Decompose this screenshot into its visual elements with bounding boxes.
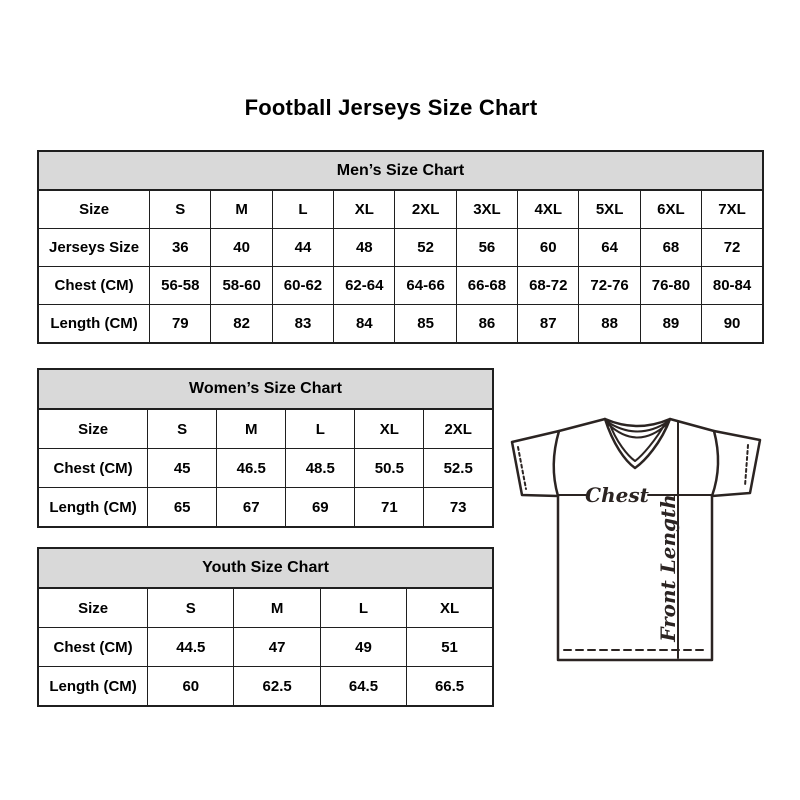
value-cell: 68 — [640, 229, 701, 267]
table-row — [38, 409, 493, 449]
table-title: Women’s Size Chart — [38, 369, 493, 409]
row-label-cell: Jerseys Size — [38, 229, 150, 267]
value-cell: 60 — [518, 229, 579, 267]
table-row — [38, 667, 493, 707]
value-cell: XL — [355, 409, 424, 449]
row-label-cell: Size — [38, 588, 148, 628]
value-cell: 46.5 — [217, 449, 286, 488]
value-cell: M — [234, 588, 320, 628]
row-label-cell: Length (CM) — [38, 488, 148, 528]
value-cell: L — [272, 190, 333, 229]
value-cell: 45 — [148, 449, 217, 488]
table-title: Men’s Size Chart — [38, 151, 763, 190]
value-cell: 69 — [286, 488, 355, 528]
value-cell: 80-84 — [702, 267, 763, 305]
table-row — [38, 305, 763, 344]
mens-size-table — [37, 150, 764, 344]
value-cell: 82 — [211, 305, 272, 344]
value-cell: M — [217, 409, 286, 449]
value-cell: 87 — [518, 305, 579, 344]
jersey-measurement-diagram — [502, 392, 774, 670]
value-cell: L — [320, 588, 406, 628]
value-cell: 62-64 — [334, 267, 395, 305]
value-cell: 40 — [211, 229, 272, 267]
value-cell: 5XL — [579, 190, 640, 229]
value-cell: 64 — [579, 229, 640, 267]
row-label-cell: Length (CM) — [38, 667, 148, 707]
value-cell: 50.5 — [355, 449, 424, 488]
value-cell: M — [211, 190, 272, 229]
value-cell: S — [148, 409, 217, 449]
value-cell: 72 — [702, 229, 763, 267]
value-cell: 49 — [320, 628, 406, 667]
value-cell: 88 — [579, 305, 640, 344]
value-cell: 51 — [407, 628, 493, 667]
value-cell: 4XL — [518, 190, 579, 229]
value-cell: 3XL — [456, 190, 517, 229]
value-cell: 64-66 — [395, 267, 456, 305]
value-cell: 72-76 — [579, 267, 640, 305]
table-row — [38, 588, 493, 628]
value-cell: 66.5 — [407, 667, 493, 707]
row-label-cell: Chest (CM) — [38, 449, 148, 488]
value-cell: 44 — [272, 229, 333, 267]
row-label-cell: Chest (CM) — [38, 628, 148, 667]
value-cell: 2XL — [424, 409, 493, 449]
value-cell: 60-62 — [272, 267, 333, 305]
table-row — [38, 488, 493, 528]
value-cell: 86 — [456, 305, 517, 344]
value-cell: 52.5 — [424, 449, 493, 488]
value-cell: 2XL — [395, 190, 456, 229]
value-cell: 68-72 — [518, 267, 579, 305]
value-cell: 73 — [424, 488, 493, 528]
jersey-outline-shape — [512, 419, 760, 660]
value-cell: 58-60 — [211, 267, 272, 305]
value-cell: 47 — [234, 628, 320, 667]
value-cell: 44.5 — [148, 628, 234, 667]
value-cell: S — [150, 190, 211, 229]
value-cell: 36 — [150, 229, 211, 267]
youth-size-table — [37, 547, 494, 707]
value-cell: 56 — [456, 229, 517, 267]
value-cell: 64.5 — [320, 667, 406, 707]
chest-label: Chest — [585, 483, 649, 507]
value-cell: XL — [407, 588, 493, 628]
table-row — [38, 628, 493, 667]
value-cell: 65 — [148, 488, 217, 528]
value-cell: 48.5 — [286, 449, 355, 488]
value-cell: 7XL — [702, 190, 763, 229]
value-cell: 6XL — [640, 190, 701, 229]
value-cell: 85 — [395, 305, 456, 344]
table-row — [38, 449, 493, 488]
table-title: Youth Size Chart — [38, 548, 493, 588]
table-row — [38, 229, 763, 267]
value-cell: 62.5 — [234, 667, 320, 707]
value-cell: 67 — [217, 488, 286, 528]
value-cell: S — [148, 588, 234, 628]
row-label-cell: Size — [38, 409, 148, 449]
row-label-cell: Chest (CM) — [38, 267, 150, 305]
value-cell: XL — [334, 190, 395, 229]
row-label-cell: Size — [38, 190, 150, 229]
value-cell: 90 — [702, 305, 763, 344]
value-cell: 56-58 — [150, 267, 211, 305]
value-cell: 52 — [395, 229, 456, 267]
womens-size-table — [37, 368, 494, 528]
page-title: Football Jerseys Size Chart — [244, 95, 538, 120]
value-cell: 79 — [150, 305, 211, 344]
value-cell: L — [286, 409, 355, 449]
value-cell: 84 — [334, 305, 395, 344]
table-row — [38, 267, 763, 305]
row-label-cell: Length (CM) — [38, 305, 150, 344]
value-cell: 60 — [148, 667, 234, 707]
value-cell: 71 — [355, 488, 424, 528]
front-length-label: Front Length — [656, 494, 680, 642]
value-cell: 76-80 — [640, 267, 701, 305]
table-row — [38, 190, 763, 229]
value-cell: 66-68 — [456, 267, 517, 305]
value-cell: 48 — [334, 229, 395, 267]
value-cell: 83 — [272, 305, 333, 344]
value-cell: 89 — [640, 305, 701, 344]
